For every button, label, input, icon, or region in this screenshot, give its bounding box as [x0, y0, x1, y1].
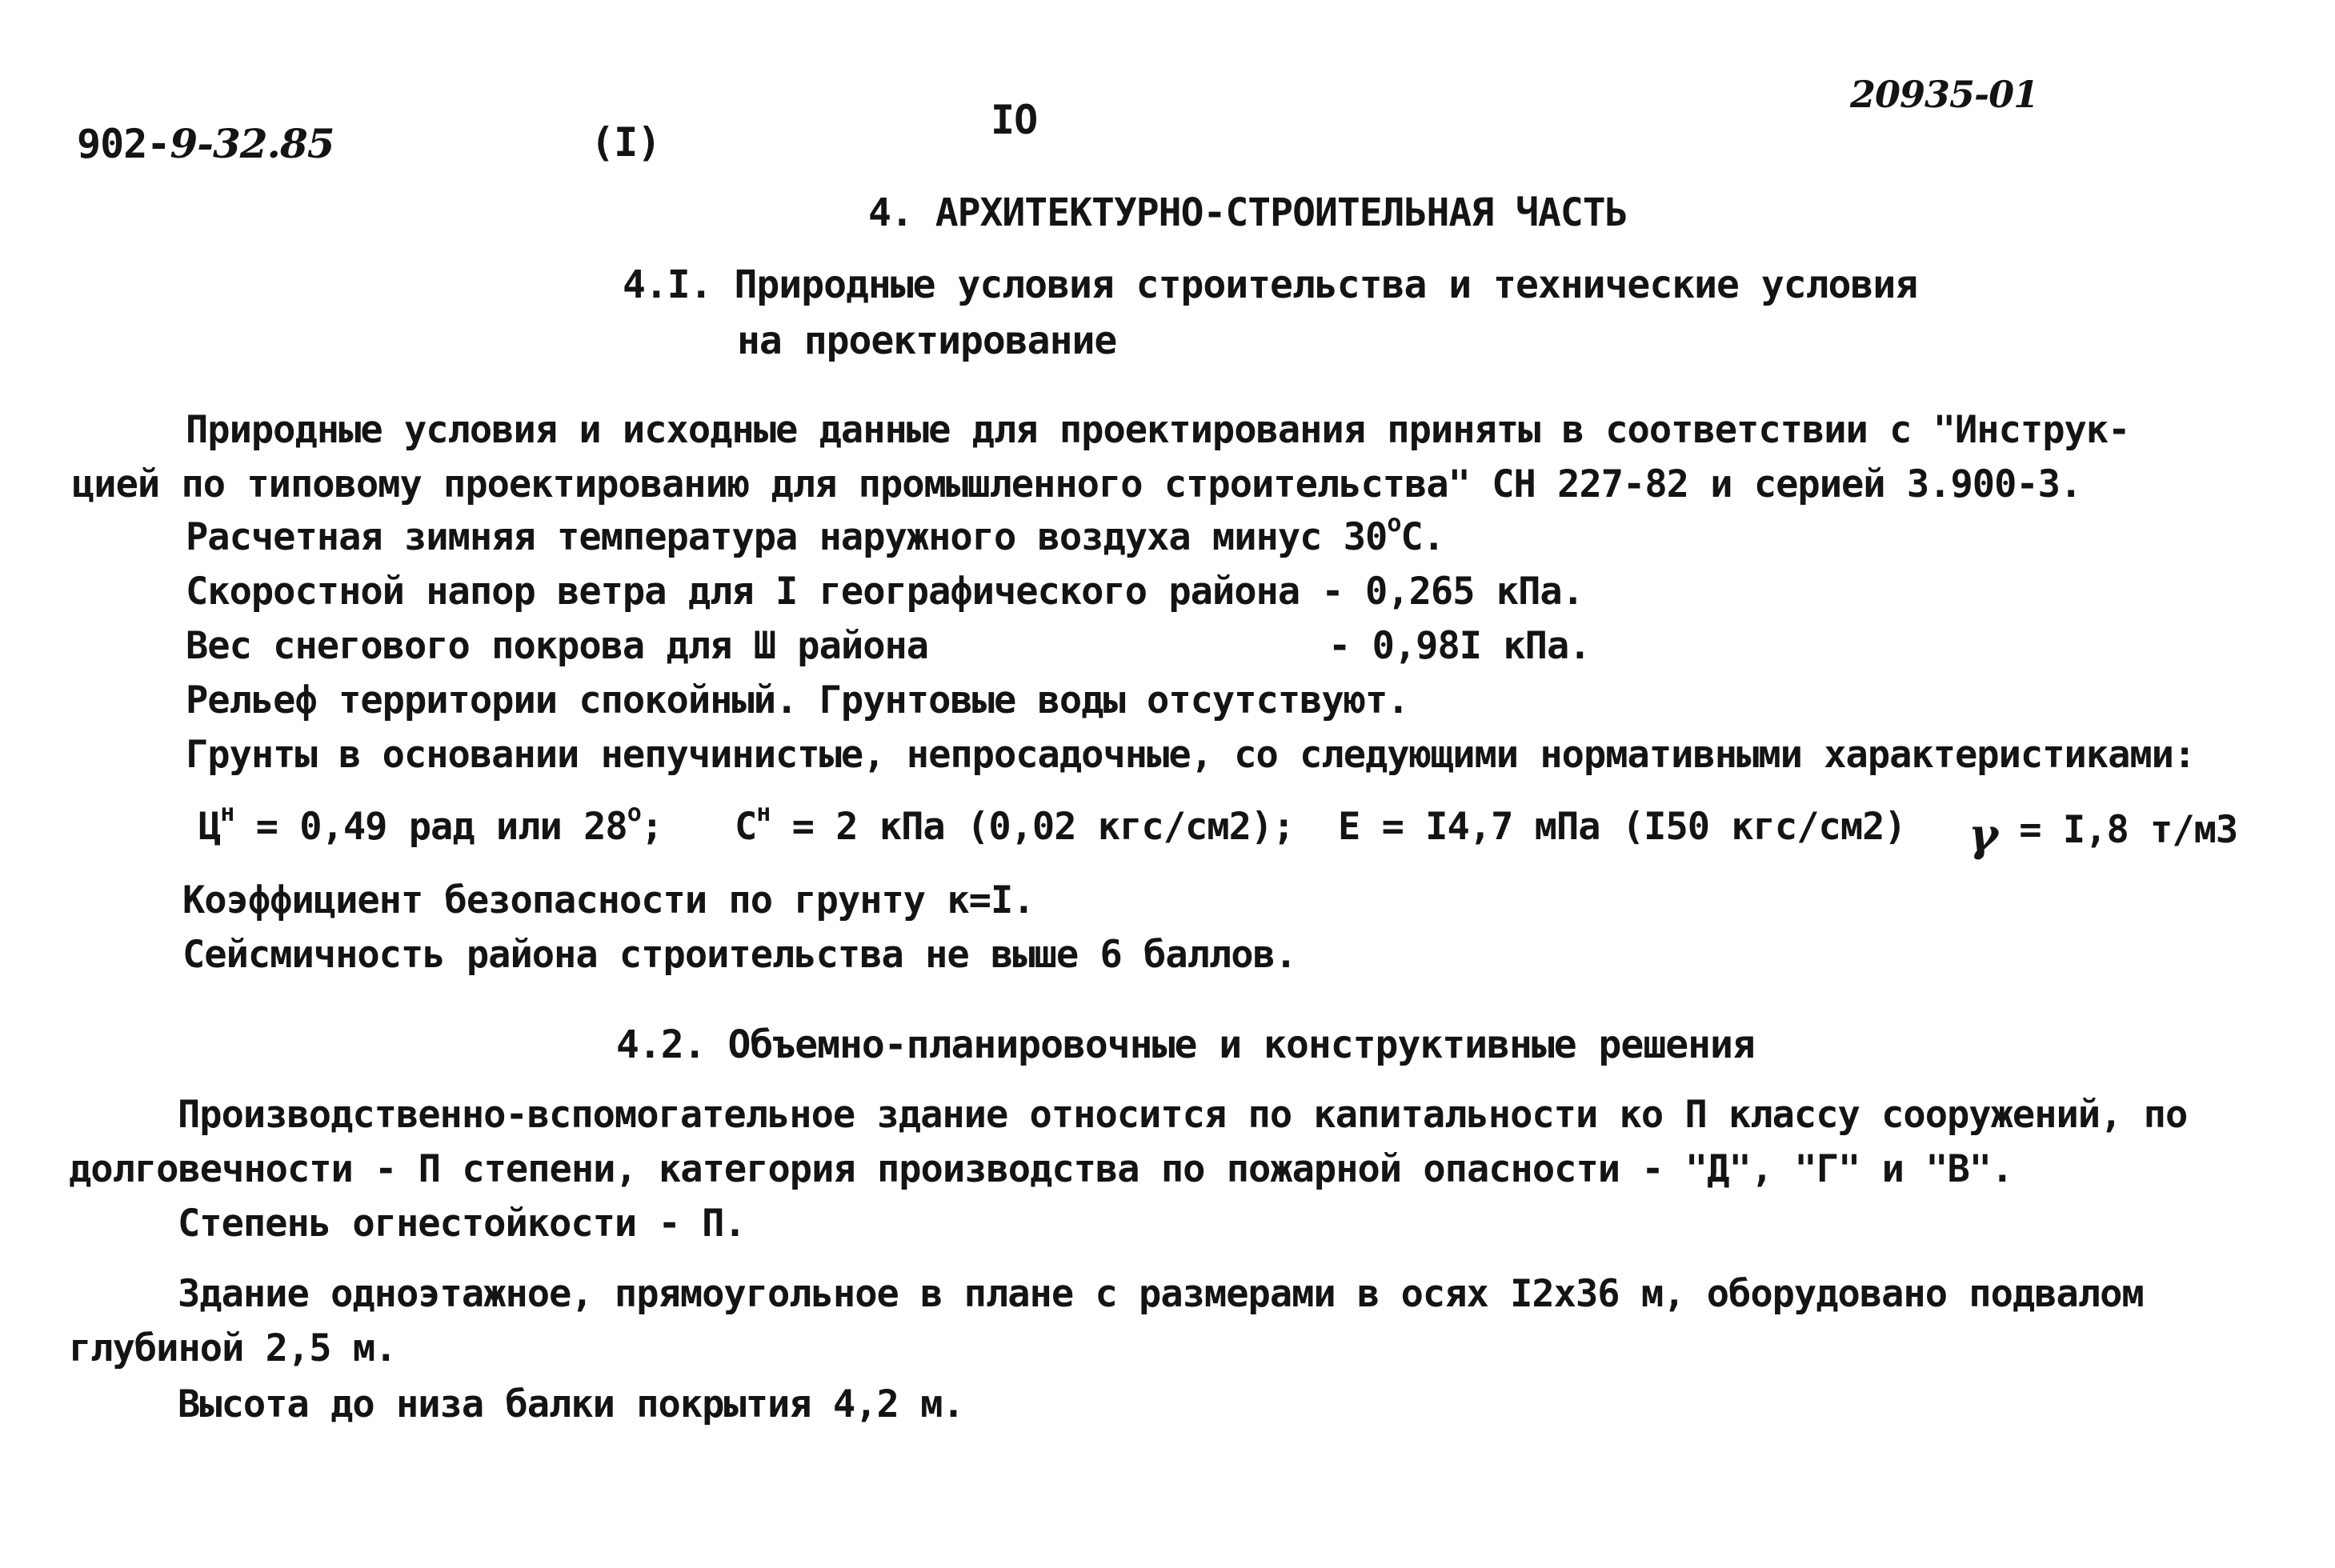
- cohesion-symbol: С: [735, 805, 757, 849]
- soils-line: Грунты в основании непучинистые, непросадочные, со следующими нормативными характеристиками:: [186, 733, 2196, 777]
- wind-pressure-line: Скоростной напор ветра для I географического района - 0,265 кПа.: [186, 570, 1584, 614]
- friction-angle-value: = 0,49 рад или 28: [255, 805, 627, 849]
- friction-angle-sup: н: [220, 799, 234, 828]
- height-line: Высота до низа балки покрытия 4,2 м.: [178, 1382, 964, 1426]
- paragraph-1-line2: цией по типовому проектированию для промышленного строительства" СН 227-82 и серией 3.900-3.: [72, 462, 2082, 506]
- soil-characteristics-formula: [198, 799, 663, 851]
- doc-code-printed: 902-: [77, 121, 170, 167]
- snow-load-label: Вес снегового покрова для Ш района: [186, 624, 929, 668]
- fire-resistance-line: Степень огнестойкости - П.: [178, 1202, 746, 1246]
- paragraph-3-line2: глубиной 2,5 м.: [69, 1326, 397, 1370]
- doc-code-handwritten: 9-32.85: [170, 120, 334, 167]
- page-number: IO: [991, 97, 1038, 143]
- gamma-symbol: γ: [1969, 809, 1997, 862]
- friction-angle-symbol: Ц: [198, 805, 221, 849]
- subsection-1-title-line2: на проектирование: [737, 318, 1117, 363]
- relief-line: Рельеф территории спокойный. Грунтовые воды отсутствуют.: [186, 678, 1409, 722]
- paragraph-1-line1: Природные условия и исходные данные для проектирования приняты в соответствии с "Инструк-: [186, 408, 2130, 452]
- friction-degree-sign: о: [627, 799, 641, 828]
- degree-sign: о: [1387, 510, 1401, 538]
- temperature-unit: С.: [1400, 515, 1444, 559]
- temperature-line: [186, 510, 1444, 562]
- seismicity-line: Сейсмичность района строительства не выше 6 баллов.: [182, 933, 1297, 977]
- modulus-formula: Е = I4,7 мПа (I50 кгс/см2): [1338, 805, 1906, 849]
- snow-load-value: - 0,98I кПа.: [1328, 624, 1591, 668]
- cohesion-formula: [735, 799, 1295, 851]
- inventory-number: 20935-01: [1850, 73, 2039, 116]
- paragraph-3-line1: Здание одноэтажное, прямоугольное в плане с размерами в осях I2х36 м, оборудовано подвалом: [178, 1272, 2144, 1316]
- subsection-2-title: 4.2. Объемно-планировочные и конструктивные решения: [616, 1022, 1755, 1067]
- safety-factor-line: Коэффициент безопасности по грунту к=I.: [182, 878, 1035, 922]
- part-number: (I): [591, 119, 661, 166]
- paragraph-2-line2: долговечности - П степени, категория производства по пожарной опасности - "Д", "Г" и "В".: [69, 1147, 2013, 1191]
- subsection-1-title-line1: 4.I. Природные условия строительства и технические условия: [623, 262, 1918, 307]
- temperature-text: Расчетная зимняя температура наружного воздуха минус 30: [186, 515, 1388, 559]
- friction-end: ;: [640, 805, 663, 849]
- paragraph-2-line1: Производственно-вспомогательное здание относится по капитальности ко П классу сооружений, по: [178, 1093, 2188, 1137]
- density-formula: [1969, 803, 2238, 862]
- cohesion-sup: н: [756, 799, 771, 828]
- cohesion-value: = 2 кПа (0,02 кгс/см2);: [791, 805, 1295, 849]
- density-value: = I,8 т/м3: [2019, 808, 2238, 852]
- doc-code: [77, 120, 334, 168]
- section-title: 4. АРХИТЕКТУРНО-СТРОИТЕЛЬНАЯ ЧАСТЬ: [868, 190, 1628, 235]
